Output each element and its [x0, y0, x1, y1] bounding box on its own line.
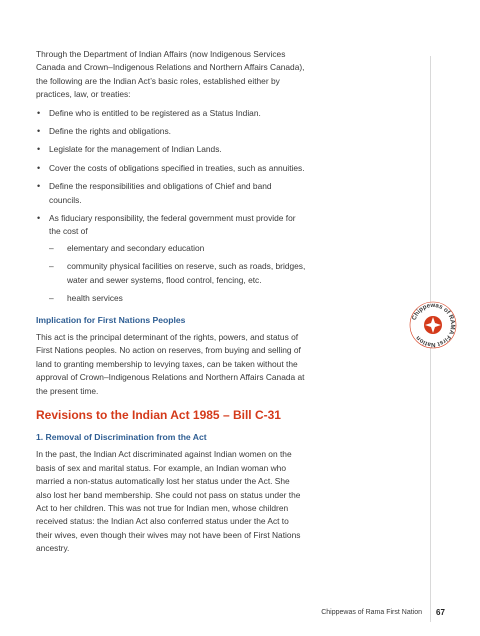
list-item	[36, 212, 306, 305]
sub-list-item: – health services	[49, 292, 306, 305]
seal-text: Chippewas of RAMA First Nation	[410, 301, 457, 349]
removal-subheading: 1. Removal of Discrimination from the Act	[36, 431, 207, 442]
sub-list-item: – elementary and secondary education	[49, 242, 306, 255]
implication-heading: Implication for First Nations Peoples	[36, 314, 186, 325]
intro-paragraph: Through the Department of Indian Affairs (now Indigenous Services Canada and Crown–Indigenous Relations and Northern Affairs Canada), the following are the Indian Act’s basic roles, established either by practices, law, or treaties:	[36, 49, 305, 100]
list-item-text: As fiduciary responsibility, the federal government must provide for the cost of	[49, 213, 296, 237]
list-item: • Define the responsibilities and obligations of Chief and band councils.	[36, 180, 306, 207]
implication-paragraph: This act is the principal determinant of the rights, powers, and status of First Nations peoples. No action on reserves, from buying and selling of land to granting membership to levying taxes, can be taken without the approval of Crown–Indigenous Relations and Northern Affairs Canada at the present time.	[36, 331, 305, 396]
page-number: 67	[436, 608, 445, 617]
footer-organization: Chippewas of Rama First Nation	[321, 609, 422, 616]
sub-list-item: – community physical facilities on reserve, such as roads, bridges, water and sewer systems, flood control, fencing, etc.	[49, 260, 306, 287]
list-item: • Define the rights and obligations.	[36, 125, 306, 138]
list-item: • Cover the costs of obligations specified in treaties, such as annuities.	[36, 162, 306, 175]
costs-list	[49, 242, 306, 306]
removal-paragraph: In the past, the Indian Act discriminated against Indian women on the basis of sex and marital status. For example, an Indian woman who married a non-status automatically lost her status under the Act. She also lost her band membership. She could not pass on status under the Act to her children. This was not true for Indian men, whose children received status: the Indian Act also conferred status under the Act to their wives, even though their wives may not have been of First Nations ancestry.	[36, 449, 301, 554]
list-item: • Legislate for the management of Indian Lands.	[36, 143, 306, 156]
roles-list	[36, 107, 306, 306]
rama-seal-logo	[408, 300, 458, 350]
page-content	[36, 48, 306, 561]
list-item: • Define who is entitled to be registered as a Status Indian.	[36, 107, 306, 120]
revisions-heading: Revisions to the Indian Act 1985 – Bill C-31	[36, 407, 281, 422]
